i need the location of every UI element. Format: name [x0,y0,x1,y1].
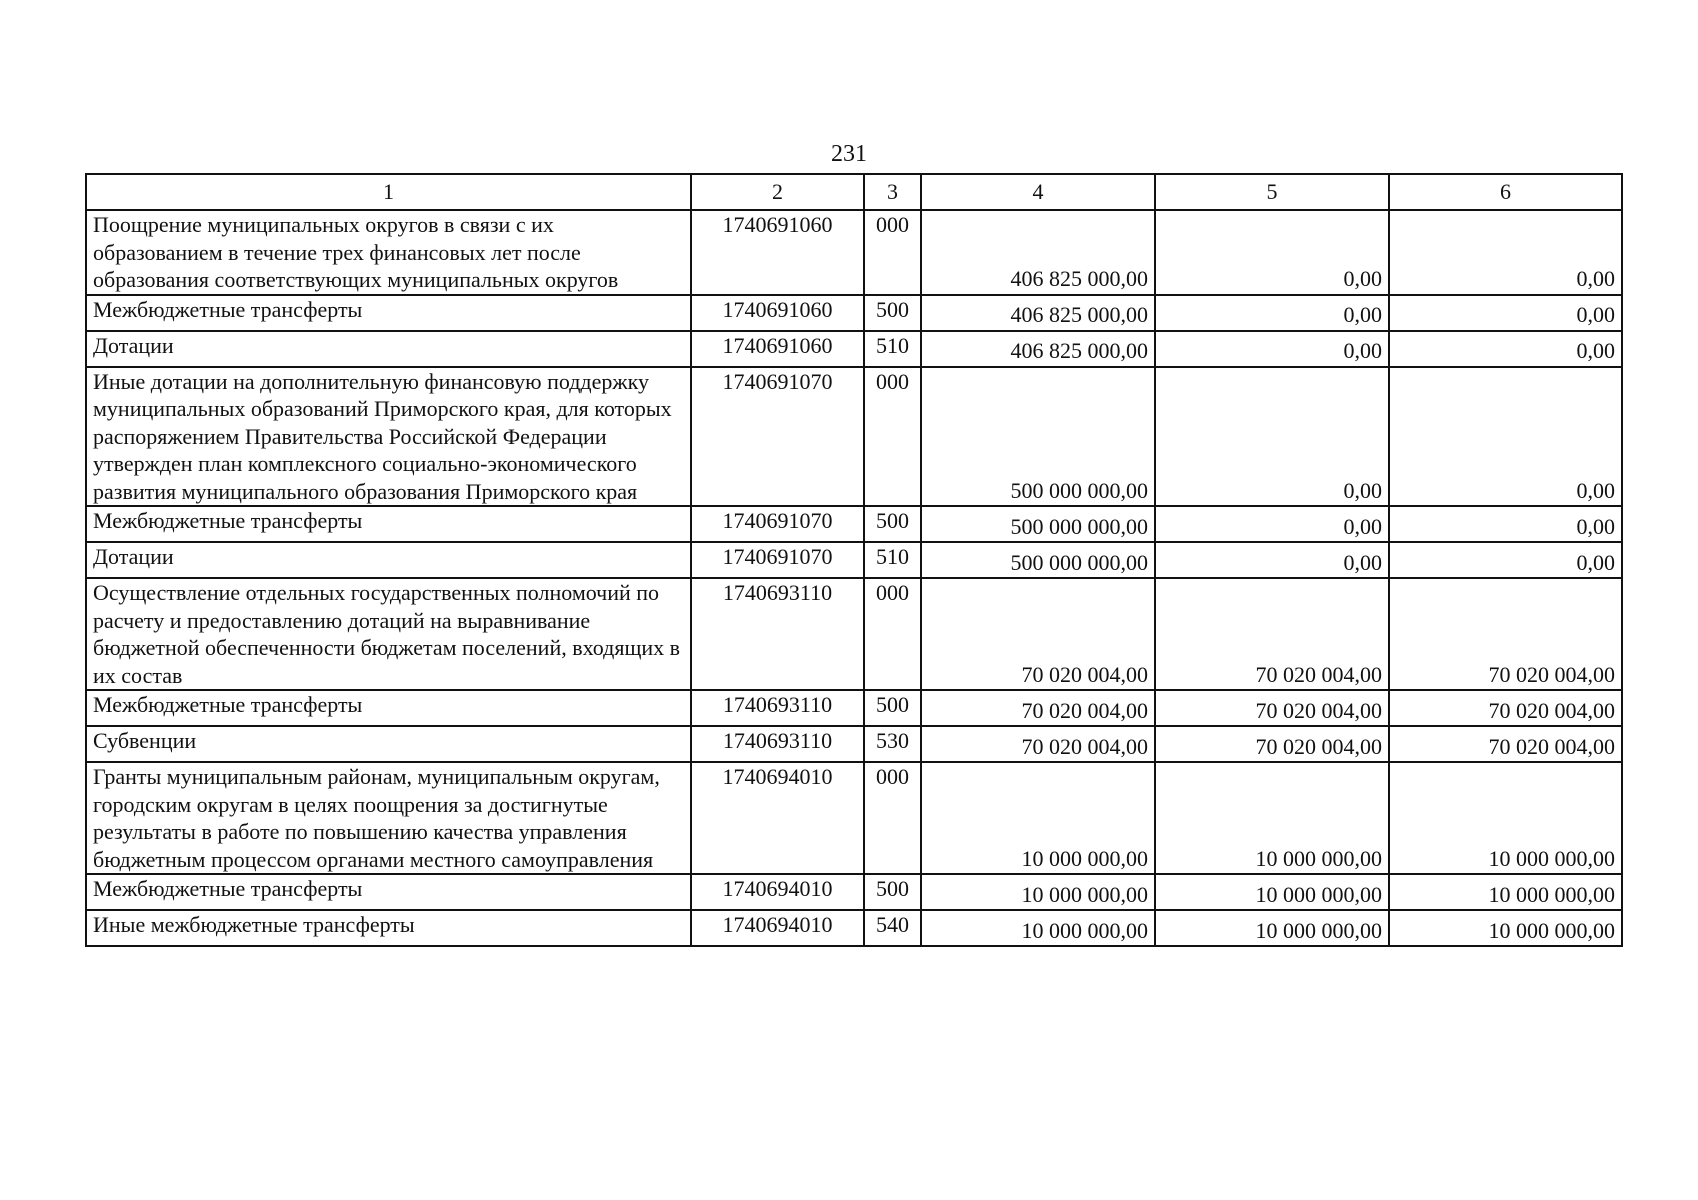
column-header-4: 4 [921,174,1155,210]
row-target-code: 1740691070 [691,542,864,578]
row-target-code: 1740691060 [691,331,864,367]
row-amount-col4: 70 020 004,00 [921,690,1155,726]
row-amount-col6: 0,00 [1389,542,1622,578]
table-row [86,874,1622,910]
row-name: Гранты муниципальным районам, муниципальным округам, городским округам в целях поощрения за достигнутые результаты в работе по повышению качества управления бюджетным процессом органами местного самоуправления [86,762,691,874]
row-target-code: 1740693110 [691,726,864,762]
row-expense-type: 000 [864,367,921,507]
row-name: Межбюджетные трансферты [86,506,691,542]
row-expense-type: 500 [864,690,921,726]
table-row [86,762,1622,874]
row-amount-col5: 10 000 000,00 [1155,910,1389,946]
row-name: Осуществление отдельных государственных полномочий по расчету и предоставлению дотаций на выравнивание бюджетной обеспеченности бюджетам поселений, входящих в их состав [86,578,691,690]
row-name: Иные дотации на дополнительную финансовую поддержку муниципальных образований Приморского края, для которых распоряжением Правительства Российской Федерации утвержден план комплексного социально-экономического развития муниципального образования Приморского края [86,367,691,507]
row-target-code: 1740694010 [691,762,864,874]
row-expense-type: 000 [864,578,921,690]
row-amount-col4: 70 020 004,00 [921,578,1155,690]
row-amount-col6: 70 020 004,00 [1389,690,1622,726]
row-expense-type: 000 [864,762,921,874]
row-amount-col5: 10 000 000,00 [1155,874,1389,910]
row-amount-col4: 10 000 000,00 [921,910,1155,946]
row-name: Дотации [86,542,691,578]
row-expense-type: 500 [864,295,921,331]
column-header-3: 3 [864,174,921,210]
column-header-2: 2 [691,174,864,210]
row-amount-col5: 70 020 004,00 [1155,578,1389,690]
table-row [86,331,1622,367]
row-target-code: 1740691060 [691,295,864,331]
column-header-5: 5 [1155,174,1389,210]
row-amount-col4: 10 000 000,00 [921,762,1155,874]
row-amount-col4: 500 000 000,00 [921,367,1155,507]
row-amount-col6: 0,00 [1389,210,1622,295]
column-header-1: 1 [86,174,691,210]
row-amount-col5: 0,00 [1155,506,1389,542]
table-row [86,910,1622,946]
table-row [86,210,1622,295]
row-name: Иные межбюджетные трансферты [86,910,691,946]
row-target-code: 1740691060 [691,210,864,295]
row-expense-type: 530 [864,726,921,762]
row-amount-col6: 0,00 [1389,367,1622,507]
table-row [86,367,1622,507]
row-amount-col4: 70 020 004,00 [921,726,1155,762]
row-amount-col6: 0,00 [1389,295,1622,331]
row-amount-col5: 0,00 [1155,331,1389,367]
table-row [86,295,1622,331]
row-amount-col4: 406 825 000,00 [921,331,1155,367]
row-target-code: 1740693110 [691,578,864,690]
row-amount-col4: 406 825 000,00 [921,295,1155,331]
row-amount-col6: 70 020 004,00 [1389,726,1622,762]
column-header-6: 6 [1389,174,1622,210]
page-number: 231 [831,141,867,167]
row-name: Межбюджетные трансферты [86,874,691,910]
row-amount-col6: 0,00 [1389,506,1622,542]
row-amount-col6: 70 020 004,00 [1389,578,1622,690]
row-amount-col5: 10 000 000,00 [1155,762,1389,874]
row-amount-col6: 10 000 000,00 [1389,910,1622,946]
row-target-code: 1740691070 [691,367,864,507]
table-row [86,578,1622,690]
row-amount-col4: 500 000 000,00 [921,542,1155,578]
row-expense-type: 500 [864,506,921,542]
row-amount-col6: 10 000 000,00 [1389,874,1622,910]
row-expense-type: 510 [864,542,921,578]
row-expense-type: 500 [864,874,921,910]
row-target-code: 1740694010 [691,874,864,910]
table-row [86,726,1622,762]
table-row [86,506,1622,542]
budget-table [85,173,1623,947]
table-row [86,690,1622,726]
row-amount-col5: 0,00 [1155,367,1389,507]
row-amount-col5: 70 020 004,00 [1155,690,1389,726]
row-amount-col4: 500 000 000,00 [921,506,1155,542]
row-name: Дотации [86,331,691,367]
row-expense-type: 540 [864,910,921,946]
row-amount-col4: 406 825 000,00 [921,210,1155,295]
row-target-code: 1740691070 [691,506,864,542]
row-amount-col5: 0,00 [1155,542,1389,578]
row-name: Поощрение муниципальных округов в связи с их образованием в течение трех финансовых лет после образования соответствующих муниципальных округов [86,210,691,295]
row-amount-col4: 10 000 000,00 [921,874,1155,910]
row-target-code: 1740694010 [691,910,864,946]
row-expense-type: 510 [864,331,921,367]
row-expense-type: 000 [864,210,921,295]
row-target-code: 1740693110 [691,690,864,726]
row-name: Межбюджетные трансферты [86,295,691,331]
table-row [86,542,1622,578]
row-amount-col5: 0,00 [1155,295,1389,331]
row-name: Субвенции [86,726,691,762]
row-amount-col6: 0,00 [1389,331,1622,367]
table-header-row [86,174,1622,210]
row-amount-col5: 70 020 004,00 [1155,726,1389,762]
row-amount-col6: 10 000 000,00 [1389,762,1622,874]
row-amount-col5: 0,00 [1155,210,1389,295]
row-name: Межбюджетные трансферты [86,690,691,726]
